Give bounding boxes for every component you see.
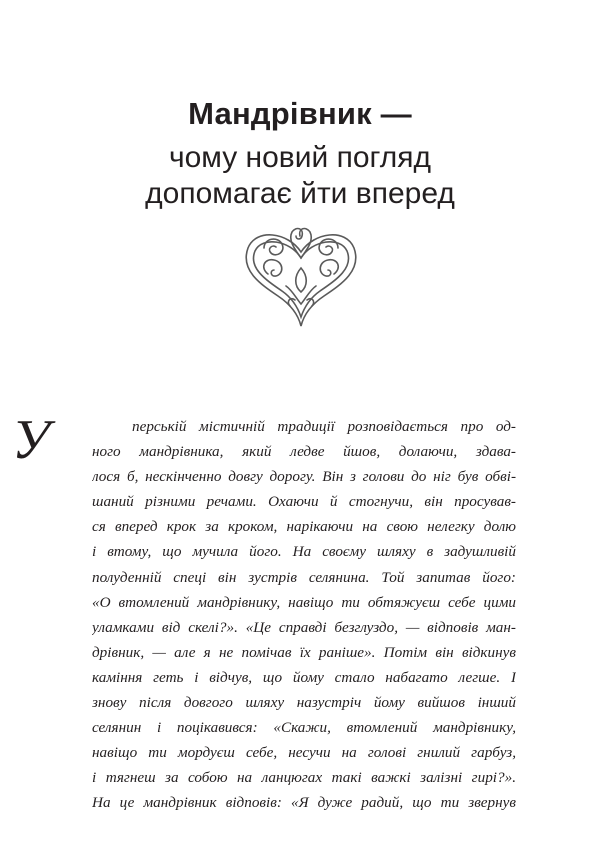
text-line: уламками від скелі?». «Це справді безглуздо, — відповів ман- bbox=[92, 618, 516, 636]
text-line: дрівник, — але я не помічав їх раніше». Потім він відкинув bbox=[92, 643, 516, 661]
text-line: і втому, що мучила його. На своєму шляху в задушливій bbox=[92, 543, 516, 561]
text-line: селянин і поцікавився: «Скажи, втомлений мандрівнику, bbox=[92, 719, 516, 737]
text-line: ся вперед крок за кроком, нарікаючи на свою нелегку долю bbox=[92, 518, 516, 536]
body-paragraph bbox=[92, 414, 516, 816]
text-line: шаний різними речами. Охаючи й стогнучи, він просував- bbox=[92, 493, 516, 511]
text-line: каміння геть і відчув, що йому стало набагато легше. І bbox=[92, 668, 516, 686]
text-line: знову після довгого шляху назустріч йому вийшов інший bbox=[92, 694, 516, 712]
text-line: і тягнеш за собою на ланцюгах такі важкі залізні гирі?». bbox=[92, 769, 516, 787]
chapter-title: Мандрівник — bbox=[188, 96, 412, 131]
text-line: перській містичній традиції розповідається про од- bbox=[132, 418, 516, 435]
text-line: ного мандрівника, який ледве йшов, долаючи, здава- bbox=[92, 443, 516, 461]
drop-cap-letter: У bbox=[12, 409, 50, 471]
text-line: полуденній спеці він зустрів селянина. Той запитав його: bbox=[92, 568, 516, 586]
chapter-subtitle-line-2: допомагає йти вперед bbox=[145, 177, 455, 210]
text-line: На це мандрівник відповів: «Я дуже радий, що ти звернув bbox=[92, 794, 516, 812]
text-line: навіщо ти мордуєш себе, несучи на голові гнилий гарбуз, bbox=[92, 744, 516, 762]
text-line: «О втомлений мандрівнику, навіщо ти обтяжуєш себе цими bbox=[92, 593, 516, 611]
text-line: лося б, нескінченно довгу дорогу. Він з голови до ніг був обві- bbox=[92, 468, 516, 486]
chapter-subtitle-line-1: чому новий погляд bbox=[168, 141, 432, 174]
swirl-heart-ornament-icon bbox=[238, 218, 364, 330]
